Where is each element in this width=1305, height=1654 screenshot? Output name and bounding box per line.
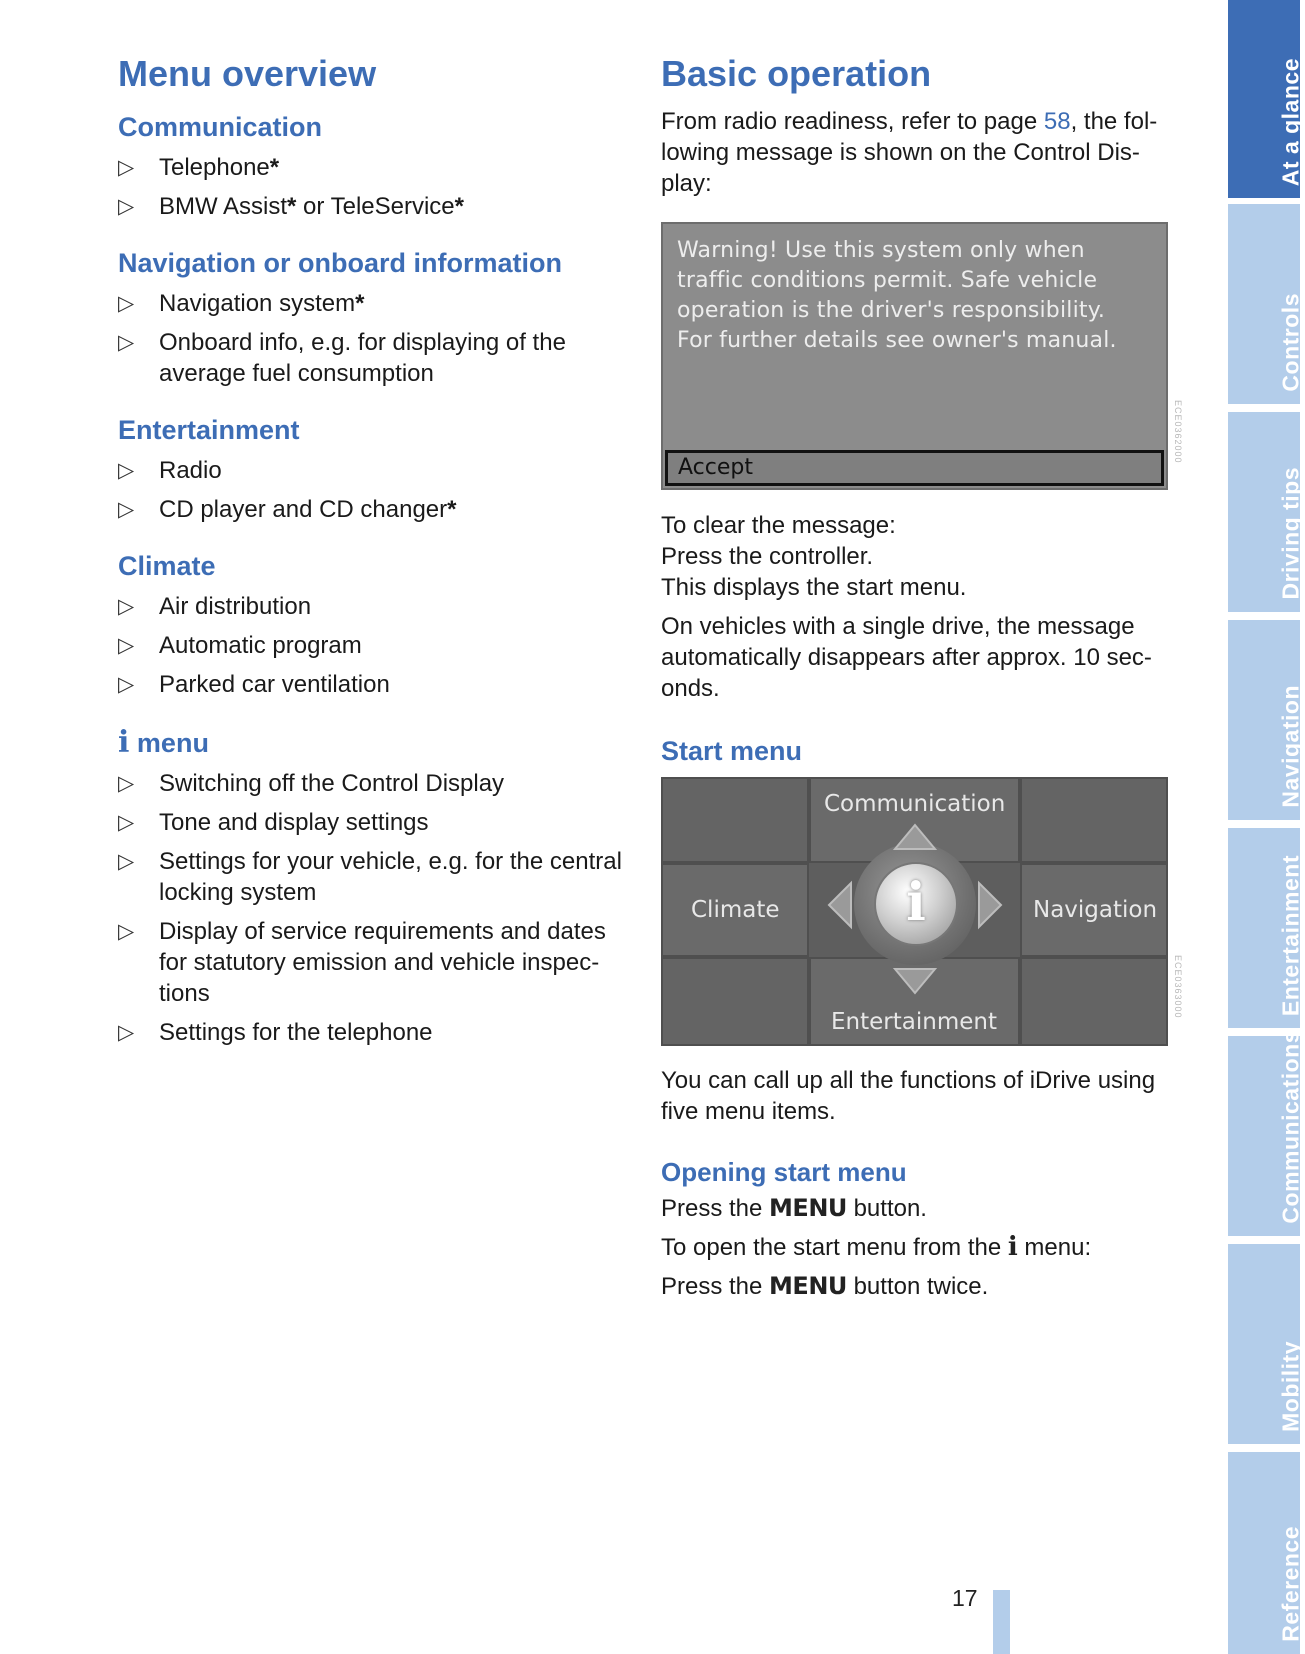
warning-text: Warning! Use this system only when traffic conditions permit. Safe vehicle operation is the driver's responsibility. For further details see owner's manual. — [677, 238, 1117, 353]
tab-communications[interactable]: Communications — [1228, 1036, 1300, 1236]
bullet-icon: ▷ — [118, 634, 135, 657]
section-communication — [118, 110, 628, 222]
start-menu-heading: Start menu — [661, 736, 803, 766]
bullet-icon: ▷ — [118, 920, 135, 943]
section-heading: Entertainment — [118, 415, 300, 445]
image-code: ECE0363000 — [1173, 955, 1183, 1019]
bullet-icon: ▷ — [118, 459, 135, 482]
bullet-icon: ▷ — [118, 331, 135, 354]
bullet-icon: ▷ — [118, 673, 135, 696]
intro-paragraph: From radio readiness, refer to page 58, the fol-lowing message is shown on the Control Dis-play: — [661, 108, 1158, 197]
bullet-list — [118, 455, 628, 525]
tab-mobility[interactable]: Mobility — [1228, 1244, 1300, 1444]
press-twice-paragraph: Press the MENU button twice. — [661, 1272, 989, 1300]
call-up-paragraph: You can call up all the functions of iDrive using five menu items. — [661, 1067, 1156, 1125]
bullet-icon: ▷ — [118, 156, 135, 179]
bullet-list — [118, 152, 628, 222]
bullet-icon: ▷ — [118, 772, 135, 795]
list-item: ▷ Parked car ventilation — [118, 671, 390, 698]
optional-star: * — [454, 193, 464, 220]
list-item: ▷ Automatic program — [118, 632, 362, 659]
section-heading: Navigation or onboard information — [118, 248, 562, 278]
clear-line: To clear the message: — [661, 512, 896, 539]
single-drive-paragraph: On vehicles with a single drive, the message automatically disappears after approx. 10 sec-onds. — [661, 613, 1152, 702]
bullet-list — [118, 591, 628, 700]
list-item: ▷ Switching off the Control Display — [118, 770, 505, 797]
section-navigation — [118, 246, 628, 389]
left-column — [118, 50, 628, 1048]
accept-option: Accept — [665, 450, 1164, 486]
tab-controls[interactable]: Controls — [1228, 204, 1300, 404]
list-item: ▷ Radio — [118, 457, 222, 484]
bullet-list — [118, 768, 628, 1048]
section-entertainment — [118, 413, 628, 525]
list-item: ▷ Navigation system* — [118, 290, 365, 317]
list-item: ▷ Settings for your vehicle, e.g. for the central locking system — [118, 848, 622, 906]
clear-line: This displays the start menu. — [661, 574, 967, 601]
menu-label-communication: Communication — [824, 791, 1006, 817]
section-heading: Communication — [118, 112, 323, 142]
page-number: 17 — [952, 1585, 978, 1611]
section-title: Basic operation — [661, 53, 932, 94]
bullet-icon: ▷ — [118, 595, 135, 618]
menu-label-navigation: Navigation — [1033, 897, 1158, 923]
optional-star: * — [269, 154, 280, 181]
start-menu-text — [661, 1065, 1181, 1302]
start-menu-screen-image — [661, 777, 1168, 1046]
controller-knob — [874, 862, 958, 946]
page-title: Menu overview — [118, 53, 377, 94]
list-item: ▷ Tone and display settings — [118, 809, 429, 836]
list-item: ▷ Telephone* — [118, 154, 280, 181]
tab-navigation[interactable]: Navigation — [1228, 620, 1300, 820]
tab-entertainment[interactable]: Entertainment — [1228, 828, 1300, 1028]
list-item: ▷ Display of service requirements and dates for statutory emission and vehicle inspec-tions — [118, 918, 606, 1007]
info-i-icon: i — [906, 872, 926, 933]
bullet-icon: ▷ — [118, 1021, 135, 1044]
list-item: ▷ BMW Assist* or TeleService* — [118, 193, 464, 220]
page-reference-link[interactable]: 58 — [1043, 108, 1071, 135]
bullet-icon: ▷ — [118, 850, 135, 873]
tab-driving-tips[interactable]: Driving tips — [1228, 412, 1300, 612]
page-marker-bar — [993, 1590, 1010, 1654]
list-item: ▷ Air distribution — [118, 593, 312, 620]
bullet-icon: ▷ — [118, 195, 135, 218]
menu-button-label: MENU — [769, 1194, 847, 1222]
clear-message-block — [661, 510, 1181, 768]
open-from-i-paragraph: To open the start menu from the i menu: — [661, 1232, 1092, 1262]
bullet-icon: ▷ — [118, 498, 135, 521]
optional-star: * — [355, 290, 365, 317]
section-heading: Climate — [118, 551, 216, 581]
tab-at-a-glance[interactable]: At a glance — [1228, 0, 1300, 198]
menu-button-label: MENU — [769, 1272, 847, 1300]
section-heading: i menu — [118, 725, 209, 760]
optional-star: * — [447, 496, 457, 523]
menu-label-entertainment: Entertainment — [831, 1009, 997, 1035]
info-i-icon: i — [1007, 1232, 1018, 1262]
list-item: ▷ CD player and CD changer* — [118, 496, 457, 523]
bullet-icon: ▷ — [118, 811, 135, 834]
opening-start-menu-heading: Opening start menu — [661, 1157, 907, 1187]
optional-star: * — [287, 193, 297, 220]
list-item: ▷ Settings for the telephone — [118, 1019, 433, 1046]
bullet-list — [118, 288, 628, 389]
bullet-icon: ▷ — [118, 292, 135, 315]
right-column — [661, 50, 1181, 199]
warning-screen-image — [661, 222, 1168, 490]
section-climate — [118, 549, 628, 700]
menu-label-climate: Climate — [691, 897, 780, 923]
clear-line: Press the controller. — [661, 543, 874, 570]
section-i-menu — [118, 726, 628, 1048]
image-code: ECE0362000 — [1173, 400, 1183, 464]
chapter-tabs — [1228, 0, 1304, 1654]
press-menu-paragraph: Press the MENU button. — [661, 1194, 927, 1222]
tab-reference[interactable]: Reference — [1228, 1452, 1300, 1654]
list-item: ▷ Onboard info, e.g. for displaying of the average fuel consumption — [118, 329, 566, 387]
info-i-icon: i — [118, 725, 130, 760]
